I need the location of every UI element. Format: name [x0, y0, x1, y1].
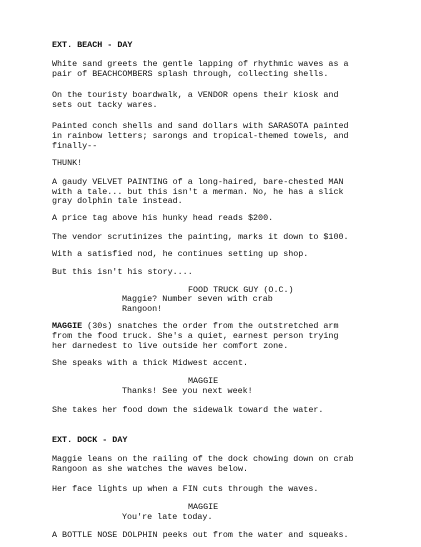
action-line: gray dolphin tale instead. — [52, 196, 183, 207]
action-line: Rangoon as she watches the waves below. — [52, 464, 249, 475]
action-line: Maggie leans on the railing of the dock chowing down on crab — [52, 454, 354, 465]
dialogue-maggie-thanks: Thanks! See you next week! — [122, 385, 253, 396]
action-line: (30s) snatches the order from the outstretched arm — [82, 321, 339, 332]
action-fin: Her face lights up when a FIN cuts through the waves. — [52, 484, 319, 495]
action-accent: She speaks with a thick Midwest accent. — [52, 357, 249, 368]
action-vendor — [52, 91, 338, 111]
action-beach-opening — [52, 60, 349, 80]
scene-heading-beach: EXT. BEACH - DAY — [52, 40, 133, 50]
action-takes-food: She takes her food down the sidewalk toward the water. — [52, 405, 324, 416]
dialogue-food-truck-guy — [122, 295, 273, 315]
action-markdown: The vendor scrutinizes the painting, marks it down to $100. — [52, 231, 349, 242]
action-wares — [52, 122, 349, 151]
character-maggie: MAGGIE — [188, 376, 219, 387]
action-line: A gaudy VELVET PAINTING of a long-haired, bare-chested MAN — [52, 176, 344, 187]
action-dolphin: A BOTTLE NOSE DOLPHIN peeks out from the water and squeaks. — [52, 530, 349, 541]
action-line: pair of BEACHCOMBERS splash through, collecting shells. — [52, 69, 329, 80]
character-intro-maggie: MAGGIE — [52, 321, 83, 332]
action-line: On the touristy boardwalk, a VENDOR opens their kiosk and — [52, 90, 339, 101]
action-line: from the food truck. She's a quiet, earnest person trying — [52, 331, 339, 342]
dialogue-line: Maggie? Number seven with crab — [122, 294, 273, 305]
action-line: Painted conch shells and sand dollars with SARASOTA painted — [52, 120, 349, 131]
action-line: sets out tacky wares. — [52, 99, 158, 110]
action-line: in rainbow letters; sarongs and tropical-themed towels, and — [52, 130, 349, 141]
action-not-his-story: But this isn't his story.... — [52, 267, 193, 278]
action-thunk: THUNK! — [52, 158, 83, 169]
action-dock-railing — [52, 455, 354, 475]
character-maggie: MAGGIE — [188, 502, 219, 513]
action-line: her darnedest to live outside her comfort zone. — [52, 340, 289, 351]
action-line: White sand greets the gentle lapping of rhythmic waves as a — [52, 59, 349, 70]
action-price-tag: A price tag above his hunky head reads $200. — [52, 213, 274, 224]
action-velvet-painting — [52, 178, 344, 207]
character-food-truck-guy: FOOD TRUCK GUY (O.C.) — [188, 284, 294, 295]
scene-heading-dock: EXT. DOCK - DAY — [52, 434, 128, 445]
action-line: with a tale... but this isn't a merman. No, he has a slick — [52, 186, 344, 197]
action-maggie-intro — [52, 322, 338, 351]
dialogue-line: Rangoon! — [122, 304, 163, 315]
action-satisfied-nod: With a satisfied nod, he continues setting up shop. — [52, 249, 309, 260]
action-line: finally-- — [52, 140, 98, 151]
dialogue-maggie-late: You're late today. — [122, 512, 213, 523]
